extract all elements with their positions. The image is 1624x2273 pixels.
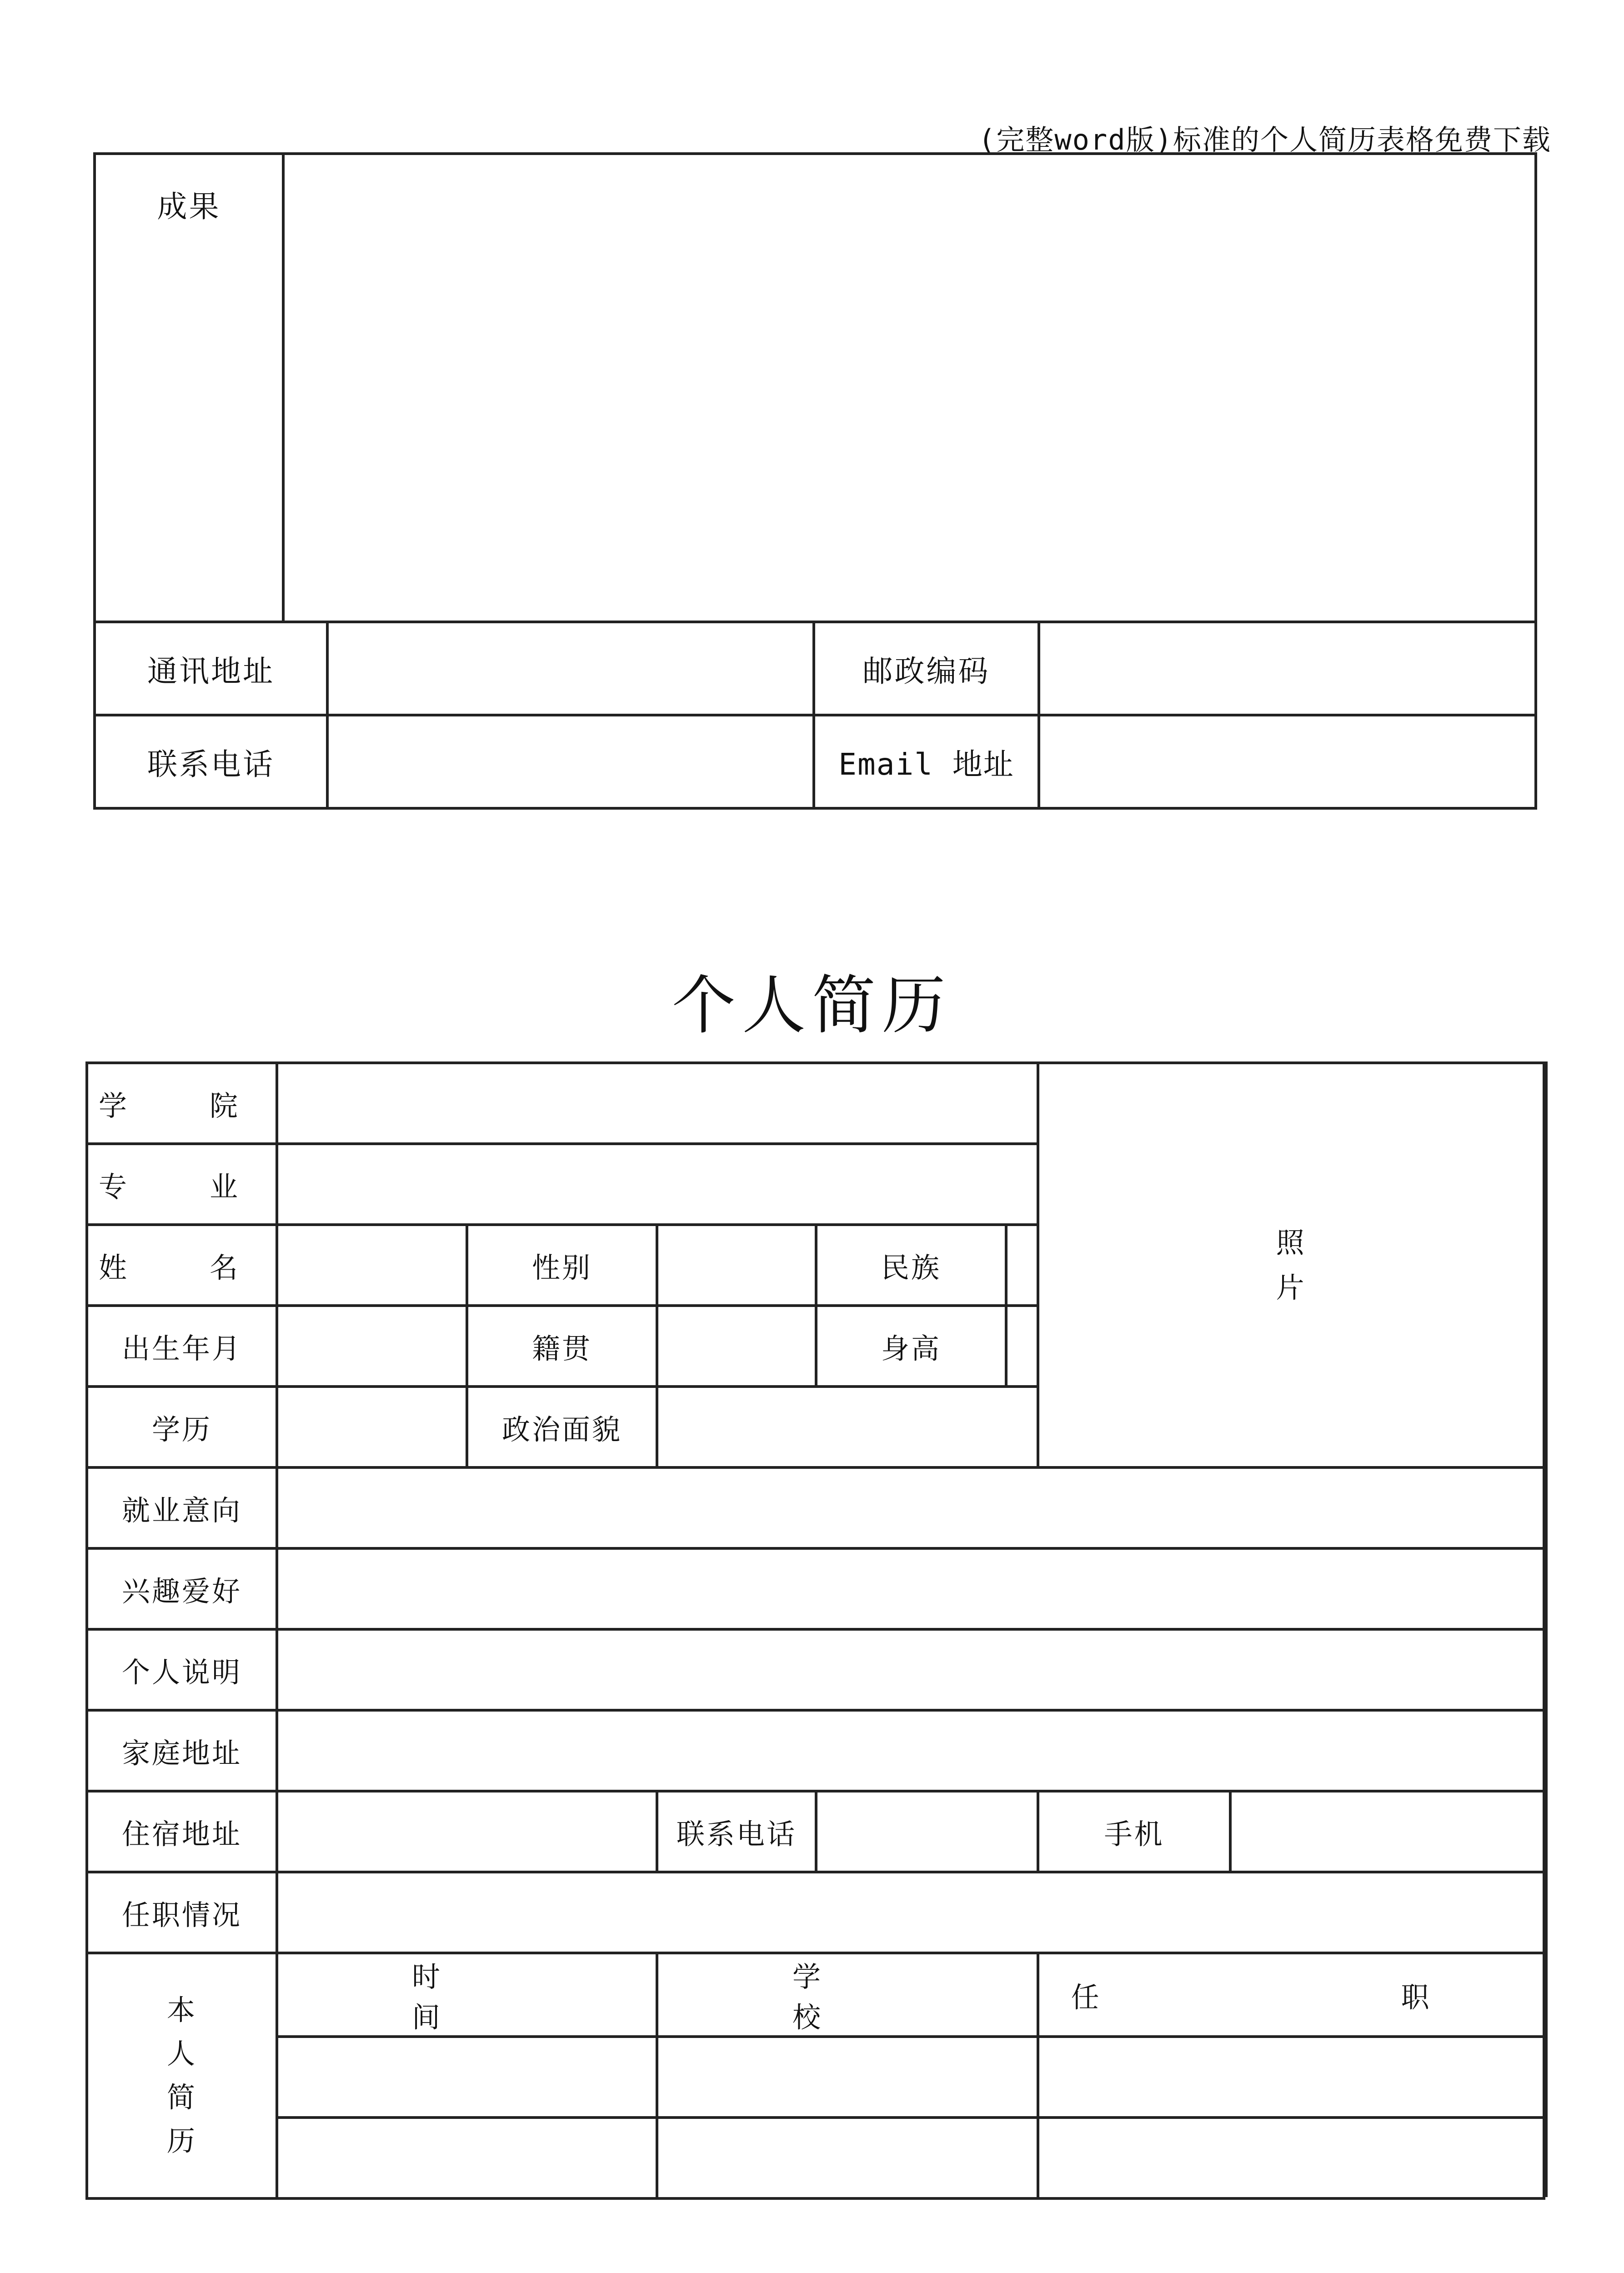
ethnicity-label: 民族 <box>816 1225 1006 1306</box>
history-col-time: 时 间 <box>277 1953 657 2037</box>
hobbies-label: 兴趣爱好 <box>87 1548 277 1629</box>
dorm-address-field[interactable] <box>277 1791 657 1872</box>
address-field[interactable] <box>327 622 814 715</box>
phone-field[interactable] <box>327 715 814 808</box>
history-label <box>87 1953 277 2198</box>
table-outer-border <box>1545 1061 1548 2197</box>
name-label: 姓 名 <box>87 1225 277 1306</box>
history-position-field[interactable] <box>1038 2037 1544 2118</box>
native-place-field[interactable] <box>657 1306 816 1387</box>
major-label: 专 业 <box>87 1144 277 1225</box>
history-time-field[interactable] <box>277 2118 657 2198</box>
mobile-field[interactable] <box>1230 1791 1544 1872</box>
address-label: 通讯地址 <box>95 622 327 715</box>
home-address-field[interactable] <box>277 1710 1544 1791</box>
email-label: Email 地址 <box>814 715 1039 808</box>
birth-field[interactable] <box>277 1306 467 1387</box>
history-position-field[interactable] <box>1038 2118 1544 2198</box>
gender-label: 性别 <box>467 1225 657 1306</box>
history-label-char-4: 历 <box>166 2124 197 2158</box>
result-label: 成果 <box>95 154 283 622</box>
job-intent-label: 就业意向 <box>87 1467 277 1548</box>
name-field[interactable] <box>277 1225 467 1306</box>
job-intent-field[interactable] <box>277 1467 1544 1548</box>
email-field[interactable] <box>1039 715 1536 808</box>
postcode-label: 邮政编码 <box>814 622 1039 715</box>
postcode-field[interactable] <box>1039 622 1536 715</box>
hobbies-field[interactable] <box>277 1548 1544 1629</box>
native-place-label: 籍贯 <box>467 1306 657 1387</box>
mobile-label: 手机 <box>1038 1791 1230 1872</box>
ethnicity-field[interactable] <box>1006 1225 1038 1306</box>
height-label: 身高 <box>816 1306 1006 1387</box>
photo-label-2: 片 <box>1276 1271 1306 1304</box>
major-field[interactable] <box>277 1144 1038 1225</box>
resume-table <box>85 1061 1545 2200</box>
history-school-field[interactable] <box>657 2037 1038 2118</box>
document-title: 个人简历 <box>672 969 952 1043</box>
personal-statement-label: 个人说明 <box>87 1629 277 1710</box>
home-address-label: 家庭地址 <box>87 1710 277 1791</box>
history-label-char-3: 简 <box>166 2081 197 2114</box>
college-field[interactable] <box>277 1063 1038 1144</box>
positions-held-field[interactable] <box>277 1872 1544 1953</box>
page-header: (完整word版)标准的个人简历表格免费下载 <box>978 123 1551 156</box>
political-label: 政治面貌 <box>467 1387 657 1467</box>
height-field[interactable] <box>1006 1306 1038 1387</box>
education-field[interactable] <box>277 1387 467 1467</box>
history-time-field[interactable] <box>277 2037 657 2118</box>
history-col-position: 任 职 <box>1038 1953 1544 2037</box>
phone-label: 联系电话 <box>95 715 327 808</box>
personal-statement-field[interactable] <box>277 1629 1544 1710</box>
photo-label-1: 照 <box>1276 1226 1306 1259</box>
contact-phone-label: 联系电话 <box>657 1791 816 1872</box>
education-label: 学历 <box>87 1387 277 1467</box>
history-school-field[interactable] <box>657 2118 1038 2198</box>
positions-held-label: 任职情况 <box>87 1872 277 1953</box>
history-label-char-1: 本 <box>166 1993 197 2027</box>
birth-label: 出生年月 <box>87 1306 277 1387</box>
gender-field[interactable] <box>657 1225 816 1306</box>
contact-phone-field[interactable] <box>816 1791 1038 1872</box>
result-field[interactable] <box>283 154 1536 622</box>
history-col-school: 学 校 <box>657 1953 1038 2037</box>
dorm-address-label: 住宿地址 <box>87 1791 277 1872</box>
political-field[interactable] <box>657 1387 1038 1467</box>
history-label-char-2: 人 <box>166 2037 197 2070</box>
college-label: 学 院 <box>87 1063 277 1144</box>
contact-form-table <box>93 152 1537 810</box>
photo-box[interactable] <box>1038 1063 1544 1467</box>
